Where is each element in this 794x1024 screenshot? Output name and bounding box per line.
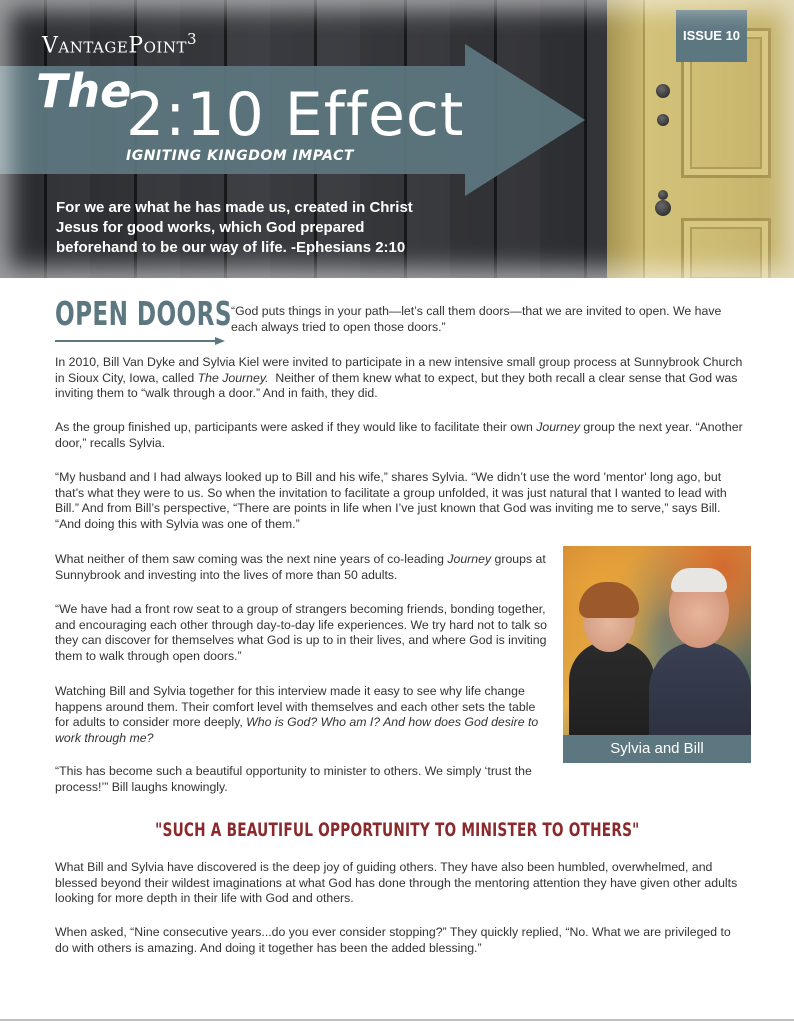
photo-sylvia-and-bill: [563, 546, 751, 763]
door-panel-bottom: [681, 218, 771, 278]
door-knob-icon: [655, 200, 671, 216]
arrow-underline-icon: [55, 336, 225, 346]
page-subtitle: IGNITING KINGDOM IMPACT: [126, 148, 354, 164]
section-title: OPEN DOORS: [55, 294, 232, 333]
paragraph: [55, 552, 550, 583]
paragraph-text: In 2010, Bill Van Dyke and Sylvia Kiel were invited to participate in a new intensive small group process at Sunnybrook Church in Sioux City, Iowa, called The Journey. Neither of them knew what to expect, but they both recall a clear sense that God was inviting them to “walk through a door.” And in faith, they did.: [55, 355, 743, 400]
door-lock-icon: [656, 84, 670, 98]
paragraph-text: Watching Bill and Sylvia together for this interview made it easy to see why life change happens around them. Their comfort level with themselves and each other sets the table for adults to consider more deeply, Who is God? Who am I? And how does God desire to work through me?: [55, 684, 539, 745]
paragraph: “My husband and I had always looked up to Bill and his wife,” shares Sylvia. “We didn’t use the word 'mentor' long ago, but that’s what they were to us. So when the invitation to facilitate a group unfolded, it was just natural that I wanted to lead with Bill.” And from Bill’s perspective, “There are points in life when I’ve just known that God was inviting me to serve,” says Bill. “And doing this with Sylvia was one of them.”: [55, 470, 727, 531]
paragraph: “This has become such a beautiful opportunity to minister to others. We simply ‘trust the process!’” Bill laughs knowingly.: [55, 764, 532, 794]
brand-superscript: 3: [186, 30, 197, 48]
photo-caption: Sylvia and Bill: [563, 735, 751, 763]
hero-banner: [0, 0, 794, 278]
paragraph: [55, 684, 550, 746]
pull-quote: [0, 819, 794, 841]
page-title: 2:10 Effect: [126, 80, 465, 150]
pull-quote-text: "SUCH A BEAUTIFUL OPPORTUNITY TO MINISTER TO OTHERS": [154, 819, 640, 841]
paragraph-text: As the group finished up, participants were asked if they would like to facilitate their own Journey group the next year. “Another door,” recalls Sylvia.: [55, 420, 743, 450]
lead-quote: “God puts things in your path—let’s call them doors—that we are invited to open. We have each always tried to open those doors.”: [231, 304, 722, 334]
paragraph: “We have had a front row seat to a group of strangers becoming friends, bonding together, and encouraging each other through day-to-day life experiences. We try hard not to talk so they can discover for themselves what God is up to in their lives, and where God is inviting them to walk through open doors.”: [55, 602, 547, 663]
paragraph: [55, 420, 743, 451]
door-lock-icon: [657, 114, 669, 126]
title-the: The: [36, 64, 132, 118]
page-bottom-rule: [0, 1019, 794, 1021]
brand-wordmark: [42, 30, 197, 58]
paragraph-text: What neither of them saw coming was the next nine years of co-leading Journey groups at Sunnybrook and investing into the lives of more than 50 adults.: [55, 552, 546, 582]
paragraph: What Bill and Sylvia have discovered is the deep joy of guiding others. They have also been humbled, overwhelmed, and blessed beyond their wildest imaginations at what God has done through the mentoring attention they have given other adults looking for more depth in their life with God and others.: [55, 860, 738, 905]
person-sylvia-hair: [579, 582, 639, 618]
door-hinge-icon: [658, 190, 668, 200]
issue-badge: ISSUE 10: [676, 10, 747, 62]
door-edge: [607, 0, 645, 278]
brand-name: VantagePoint: [42, 33, 187, 59]
scripture-verse: For we are what he has made us, created in Christ Jesus for good works, which God prepared beforehand to be our way of life. -Ephesians 2:10: [56, 199, 413, 256]
paragraph: When asked, “Nine consecutive years...do you ever consider stopping?” They quickly replied, “No. What we are privileged to do with others is amazing. And doing it together has been the added blessing.”: [55, 925, 731, 955]
person-bill-hair: [671, 568, 727, 592]
paragraph: [55, 355, 743, 402]
